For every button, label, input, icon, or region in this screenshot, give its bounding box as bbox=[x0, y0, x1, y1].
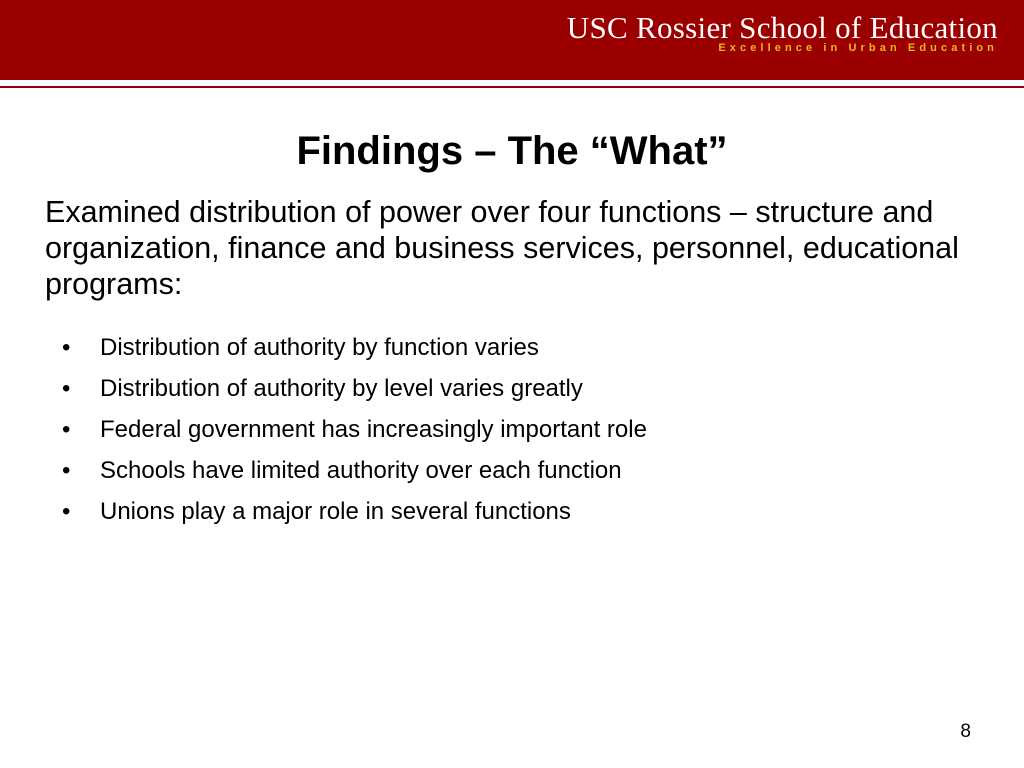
bullet-text: Distribution of authority by level varies greatly bbox=[100, 375, 583, 402]
bullet-marker: • bbox=[62, 334, 71, 361]
page-number: 8 bbox=[960, 721, 971, 742]
bullet-text: Unions play a major role in several functions bbox=[100, 498, 571, 525]
bullet-marker: • bbox=[62, 416, 71, 443]
bullet-text: Federal government has increasingly important role bbox=[100, 416, 647, 443]
bullet-text: Schools have limited authority over each function bbox=[100, 457, 622, 484]
intro-paragraph: Examined distribution of power over four functions – structure and organization, finance and business services, personnel, educational programs: bbox=[45, 195, 959, 301]
slide-title: Findings – The “What” bbox=[296, 129, 728, 173]
school-tagline: Excellence in Urban Education bbox=[718, 42, 998, 54]
bullet-text: Distribution of authority by function varies bbox=[100, 334, 539, 361]
bullet-marker: • bbox=[62, 457, 71, 484]
header-divider bbox=[0, 86, 1024, 88]
bullet-marker: • bbox=[62, 375, 71, 402]
bullet-marker: • bbox=[62, 498, 71, 525]
header-banner bbox=[0, 0, 1024, 80]
school-logo-name: USC Rossier School of Education bbox=[566, 10, 998, 45]
